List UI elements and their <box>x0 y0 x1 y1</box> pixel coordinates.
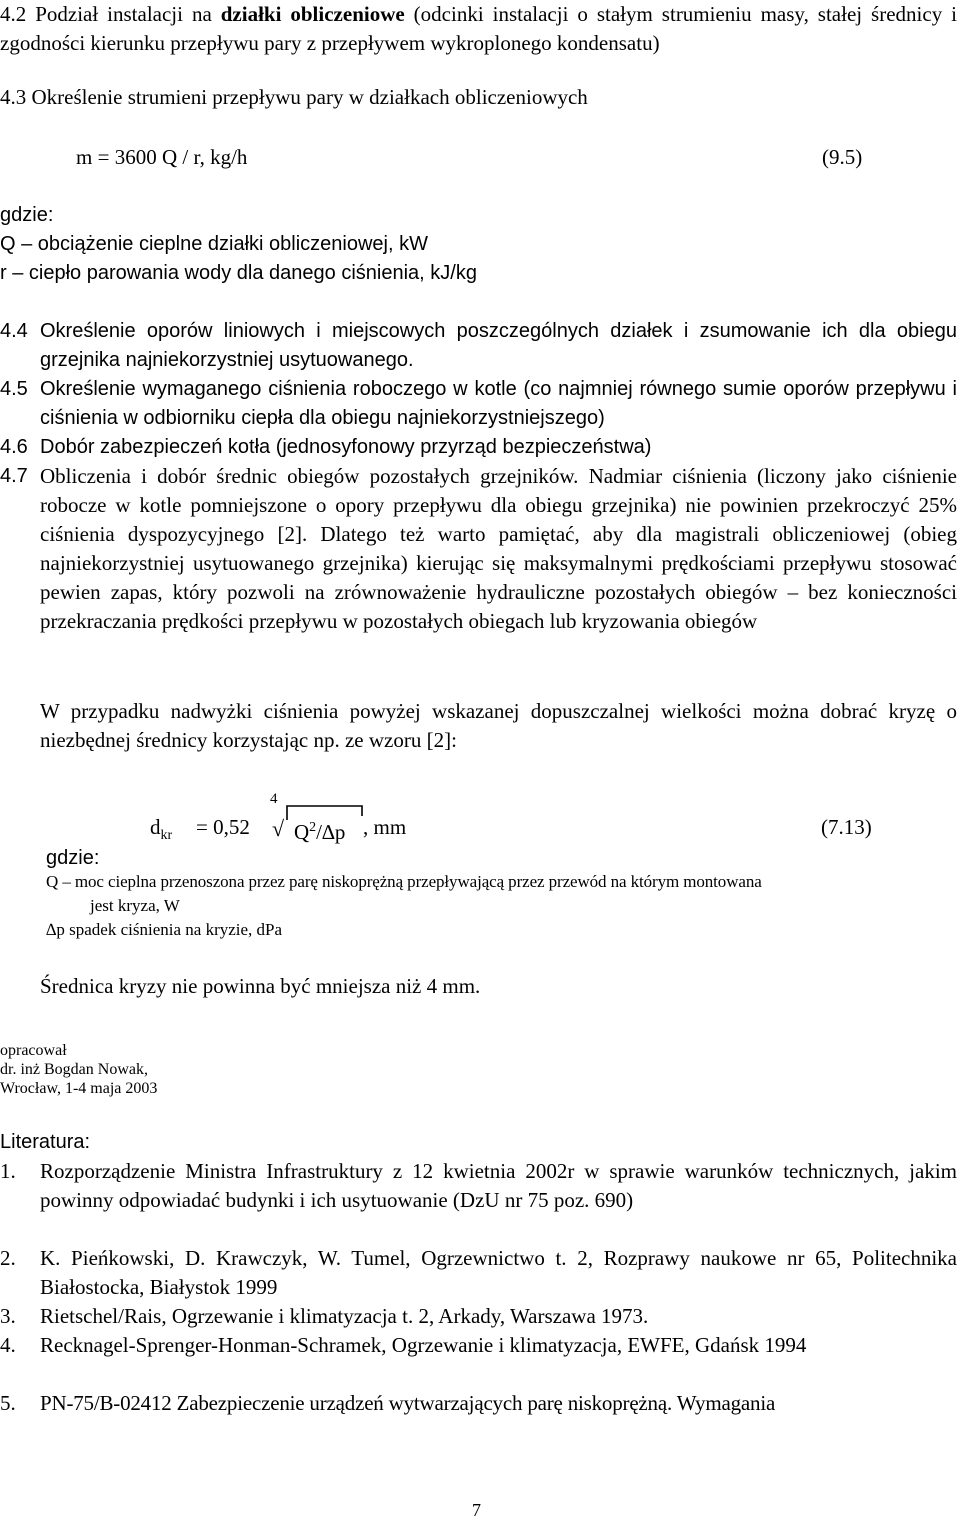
minimum-diameter-note: Średnica kryzy nie powinna być mniejsza niż 4 mm. <box>40 974 481 998</box>
section-4-5-text: Określenie wymaganego ciśnienia roboczego w kotle (co najmniej równego sumie oporów przepływu i ciśnienia w odbiorniku ciepła dla obiegu najniekorzystniejszego) <box>40 378 957 429</box>
reference-3-number: 3. <box>0 1304 16 1328</box>
page-number: 7 <box>472 1500 481 1520</box>
author-name: dr. inż Bogdan Nowak, <box>0 1061 148 1078</box>
reference-4-text: Recknagel-Sprenger-Honman-Schramek, Ogrzewanie i klimatyzacja, EWFE, Gdańsk 1994 <box>40 1333 807 1357</box>
where-q-power-definition-cont: jest kryza, W <box>90 896 180 915</box>
equation-7-13-number: (7.13) <box>821 815 872 839</box>
section-4-2-detail: (odcinki instalacji o stałym strumieniu masy, stałej średnicy i zgodności kierunku przepływu pary z przepływem wykroplonego kondensatu) <box>0 2 957 55</box>
section-4-4-text: Określenie oporów liniowych i miejscowych poszczególnych działek i zsumowanie ich dla obiegu grzejnika najniekorzystniej usytuowanego. <box>40 320 957 371</box>
equation-7-13-radicand: $Q^2/\Delta p$ <box>294 820 346 844</box>
reference-2-text: K. Pieńkowski, D. Krawczyk, W. Tumel, Ogrzewnictwo t. 2, Rozprawy naukowe nr 65, Politechnika Białostocka, Białystok 1999 <box>40 1246 957 1299</box>
equation-9-5 <box>76 143 247 172</box>
reference-4-number: 4. <box>0 1333 16 1357</box>
sqrt-icon: √ <box>272 816 285 841</box>
where-label-2: gdzie: <box>46 847 100 869</box>
equation-7-13-root-index: 4 <box>270 791 278 807</box>
section-4-4-number: 4.4 <box>0 320 28 342</box>
where-q-definition: Q – obciążenie cieplne działki obliczeniowej, kW <box>0 233 428 255</box>
reference-1-text: Rozporządzenie Ministra Infrastruktury z 12 kwietnia 2002r w sprawie warunków technicznych, jakim powinny odpowiadać budynki i ich usytuowanie (DzU nr 75 poz. 690) <box>40 1159 957 1212</box>
literature-heading: Literatura: <box>0 1131 91 1153</box>
section-4-2-term: działki obliczeniowe <box>220 2 405 26</box>
equation-7-13-coefficient: = 0,52 <box>196 815 250 839</box>
section-4-6-number: 4.6 <box>0 436 28 458</box>
section-4-7-text: Obliczenia i dobór średnic obiegów pozostałych grzejników. Nadmiar ciśnienia (liczony jako ciśnienie robocze w kotle pomniejszone o opory przepływu dla obiegu grzejnika) nie powinien przekroczyć 25% ciśnienia dyspozycyjnego [2]. Dlatego też warto pamiętać, aby dla magistrali obliczeniowej (obieg najniekorzystniej usytuowanego grzejnika) kierując się maksymalnymi prędkościami przepływu stosować pewien zapas, który pozwoli na zrównoważenie hydrauliczne pozostałych obiegów – bez konieczności przekraczania prędkości przepływu w pozostałych obiegach lub kryzowania obiegów <box>40 464 957 633</box>
section-4-7-number: 4.7 <box>0 465 28 487</box>
reference-3-text: Rietschel/Rais, Ogrzewanie i klimatyzacja t. 2, Arkady, Warszawa 1973. <box>40 1304 649 1328</box>
section-4-2-number: 4.2 <box>0 2 36 26</box>
where-r-definition: r – ciepło parowania wody dla danego ciśnienia, kJ/kg <box>0 262 477 284</box>
paragraph-orifice-sizing: W przypadku nadwyżki ciśnienia powyżej wskazanej dopuszczalnej wielkości można dobrać kryzę o niezbędnej średnicy korzystając np. ze wzoru [2]: <box>40 699 957 752</box>
section-4-3-title: 4.3 Określenie strumieni przepływu pary w działkach obliczeniowych <box>0 85 588 109</box>
author-label: opracował <box>0 1042 67 1059</box>
equation-7-13-subscript: kr <box>160 828 173 844</box>
section-4-5-number: 4.5 <box>0 378 28 400</box>
author-place-date: Wrocław, 1-4 maja 2003 <box>0 1080 158 1097</box>
equation-9-5-number: (9.5) <box>822 145 863 169</box>
equation-7-13 <box>0 790 960 850</box>
section-4-6-text: Dobór zabezpieczeń kotła (jednosyfonowy przyrząd bezpieczeństwa) <box>40 436 652 458</box>
equation-9-5-lhs: m = <box>76 145 115 169</box>
reference-1-number: 1. <box>0 1159 16 1183</box>
reference-5-number: 5. <box>0 1391 16 1415</box>
reference-5-text: PN-75/B-02412 Zabezpieczenie urządzeń wytwarzających parę niskoprężną. Wymagania <box>40 1391 776 1415</box>
where-dp-definition: ∆p spadek ciśnienia na kryzie, dPa <box>46 920 283 939</box>
section-4-2-intro: Podział instalacji na <box>35 2 221 26</box>
equation-9-5-expression: 3600 Q / r, kg/h <box>114 145 248 169</box>
equation-7-13-exponent: 2 <box>309 820 317 835</box>
where-q-power-definition: Q – moc cieplna przenoszona przez parę niskoprężną przepływającą przez przewód na którym montowana <box>46 872 762 891</box>
equation-7-13-unit: , mm <box>363 815 407 839</box>
equation-7-13-symbol: $d_{kr}$ <box>150 815 173 844</box>
where-label: gdzie: <box>0 204 54 226</box>
section-4-2 <box>0 0 957 58</box>
reference-2-number: 2. <box>0 1246 16 1270</box>
